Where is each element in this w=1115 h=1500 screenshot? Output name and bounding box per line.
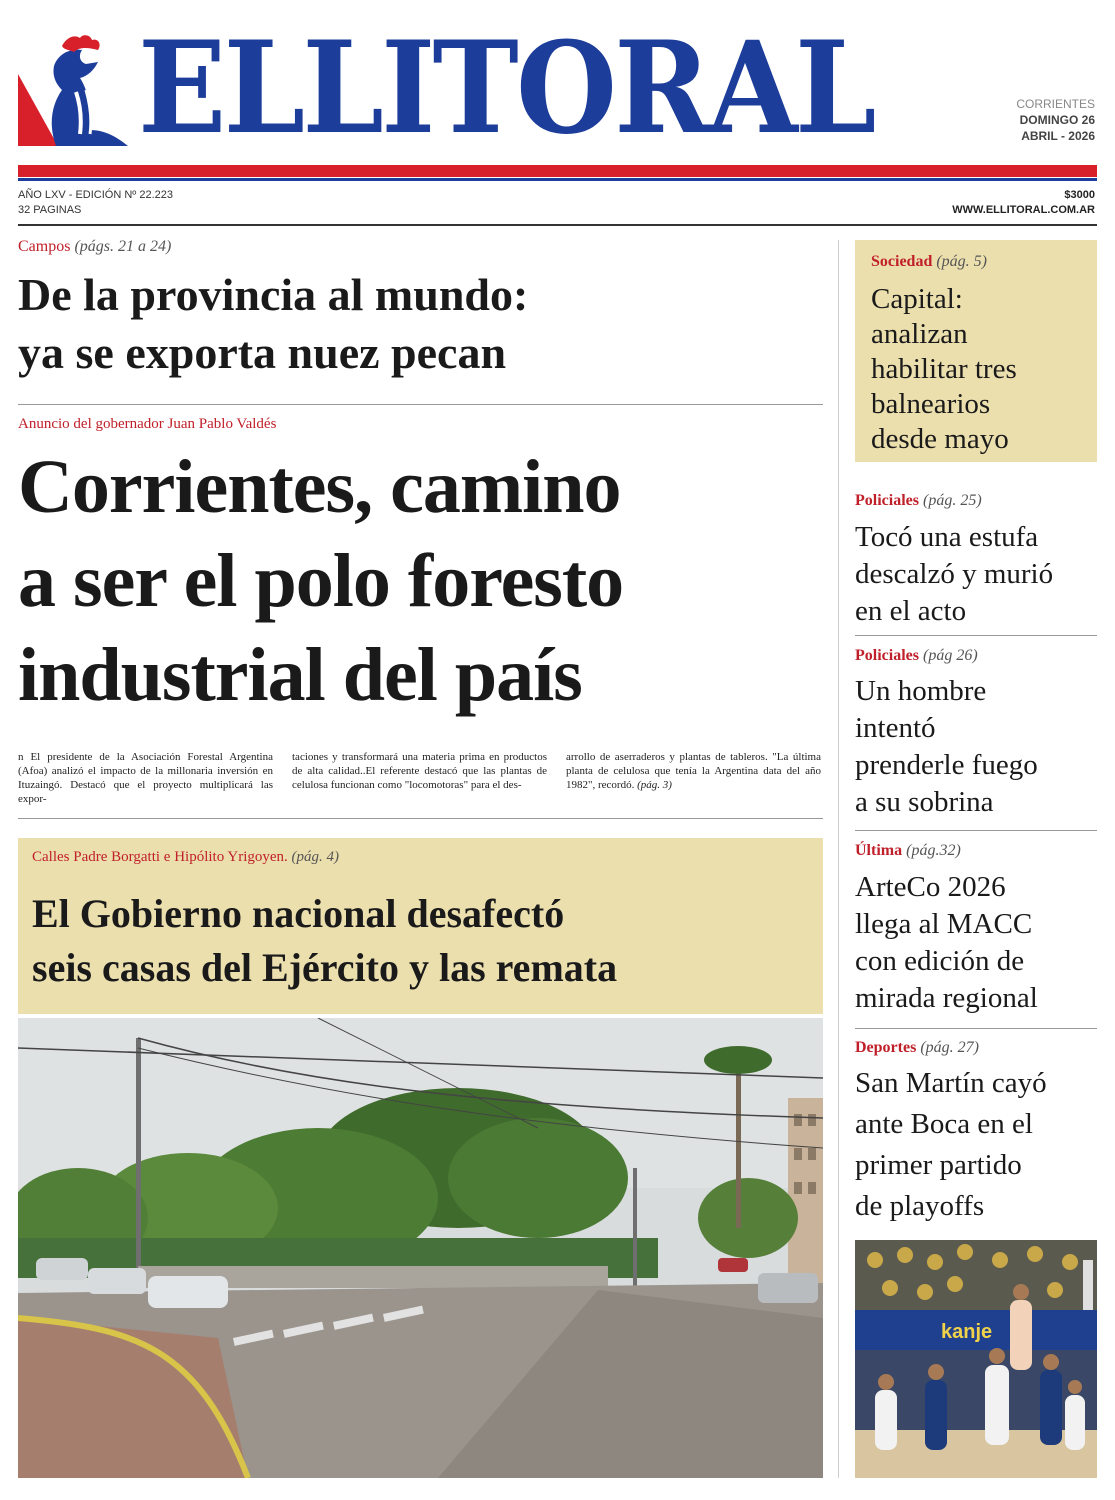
story-body-col-1: n El presidente de la Asociación Forestal Argentina (Afoa) analizó el impacto de la millonaria inversión en Ituzaingó. Destacó que el proyecto multiplicará las expor- [18, 751, 273, 805]
headline-line: de playoffs [855, 1190, 985, 1222]
header-divider [18, 224, 1097, 226]
column-divider [838, 240, 839, 1478]
page-ref: (pág 26) [922, 647, 978, 664]
campos-headline[interactable] [18, 266, 818, 382]
date-line-2: ABRIL - 2026 [1021, 129, 1095, 143]
page-ref: (pág. 27) [920, 1039, 979, 1056]
headline-line: Capital: [871, 283, 963, 315]
ultima-headline[interactable] [855, 869, 1097, 1017]
year-edition: AÑO LXV - EDICIÓN Nº 22.223 [18, 189, 174, 201]
body-text: arrollo de aserraderos y plantas de tableros. "La última planta de celulosa que tenía la Argentina data del año 1982", recordó. [566, 751, 821, 791]
main-story-kicker: Anuncio del gobernador Juan Pablo Valdés [18, 416, 277, 432]
section-label: Policiales [855, 647, 919, 664]
section-label: Última [855, 842, 903, 859]
headline-line: en el acto [855, 595, 967, 627]
headline-line: mirada regional [855, 982, 1038, 1014]
headline-line: industrial del país [18, 633, 582, 717]
headline-line: analizan [871, 318, 968, 350]
masthead-blue-rule [18, 178, 1097, 181]
deportes-kicker [855, 1039, 979, 1057]
deportes-headline[interactable] [855, 1063, 1097, 1227]
sociedad-headline[interactable] [871, 282, 1091, 457]
divider [855, 635, 1097, 636]
headline-line: balnearios [871, 388, 991, 420]
page-ref: (pág. 4) [291, 849, 340, 865]
kicker-text: Calles Padre Borgatti e Hipólito Yrigoyen. [32, 849, 288, 865]
policiales-2-headline[interactable] [855, 673, 1097, 821]
headline-line: desde mayo [871, 423, 1009, 455]
page-ref: (págs. 21 a 24) [74, 238, 172, 255]
headline-line: habilitar tres [871, 353, 1017, 385]
headline-line: prenderle fuego [855, 749, 1038, 781]
city-label: CORRIENTES [1016, 97, 1095, 111]
gobierno-headline[interactable] [32, 887, 812, 995]
headline-line: ante Boca en el [855, 1108, 1033, 1140]
gobierno-kicker [32, 849, 339, 866]
headline-line: primer partido [855, 1149, 1022, 1181]
headline-line: ArteCo 2026 [855, 871, 1006, 903]
date-block [1016, 96, 1095, 144]
headline-line: seis casas del Ejército y las remata [32, 945, 618, 990]
price-info [952, 188, 1095, 218]
sociedad-kicker [871, 253, 987, 271]
headline-line: llega al MACC [855, 908, 1033, 940]
main-story-headline[interactable] [18, 440, 828, 722]
banner-text: kanje [941, 1321, 993, 1343]
rooster-logo-icon [18, 34, 130, 146]
section-label: Policiales [855, 492, 919, 509]
ultima-kicker [855, 842, 961, 860]
divider [855, 1028, 1097, 1029]
masthead-red-rule [18, 165, 1097, 177]
headline-line: San Martín cayó [855, 1067, 1047, 1099]
headline-line: a ser el polo foresto [18, 539, 624, 623]
website[interactable]: WWW.ELLITORAL.COM.AR [952, 204, 1095, 216]
masthead-title: ELLITORAL [138, 14, 874, 162]
headline-line: Corrientes, camino [18, 445, 621, 529]
page-count: 32 PAGINAS [18, 204, 82, 216]
policiales-1-headline[interactable] [855, 519, 1097, 630]
price: $3000 [1064, 189, 1095, 201]
page-ref: (pág. 25) [922, 492, 982, 509]
headline-line: Tocó una estufa [855, 521, 1039, 553]
headline-line: ya se exporta nuez pecan [18, 327, 507, 378]
page-ref: (pág. 5) [936, 253, 987, 270]
policiales-1-kicker [855, 492, 982, 510]
policiales-2-kicker [855, 647, 978, 665]
headline-line: con edición de [855, 945, 1025, 977]
headline-line: a su sobrina [855, 786, 994, 818]
section-label: Sociedad [871, 253, 933, 270]
section-label: Campos [18, 238, 71, 255]
street-corner-photo [18, 1018, 823, 1478]
story-body-col-2: taciones y transformará una materia prima en productos de alta calidad..El referente destacó que las plantas de celulosa funcionan como "locomotoras" para el des- [292, 751, 547, 791]
headline-line: intentó [855, 712, 936, 744]
headline-line: Un hombre [855, 675, 987, 707]
page-ref: (pág.32) [906, 842, 961, 859]
headline-line: El Gobierno nacional desafectó [32, 891, 565, 936]
headline-line: descalzó y murió [855, 558, 1054, 590]
story-body-col-3 [566, 750, 821, 792]
divider [18, 404, 823, 405]
campos-kicker [18, 238, 171, 256]
edition-info [18, 188, 173, 218]
date-line-1: DOMINGO 26 [1019, 113, 1095, 127]
section-label: Deportes [855, 1039, 917, 1056]
divider [855, 830, 1097, 831]
headline-line: De la provincia al mundo: [18, 269, 529, 320]
basketball-photo [855, 1240, 1097, 1478]
page-ref: (pág. 3) [637, 779, 672, 791]
divider [18, 818, 823, 819]
